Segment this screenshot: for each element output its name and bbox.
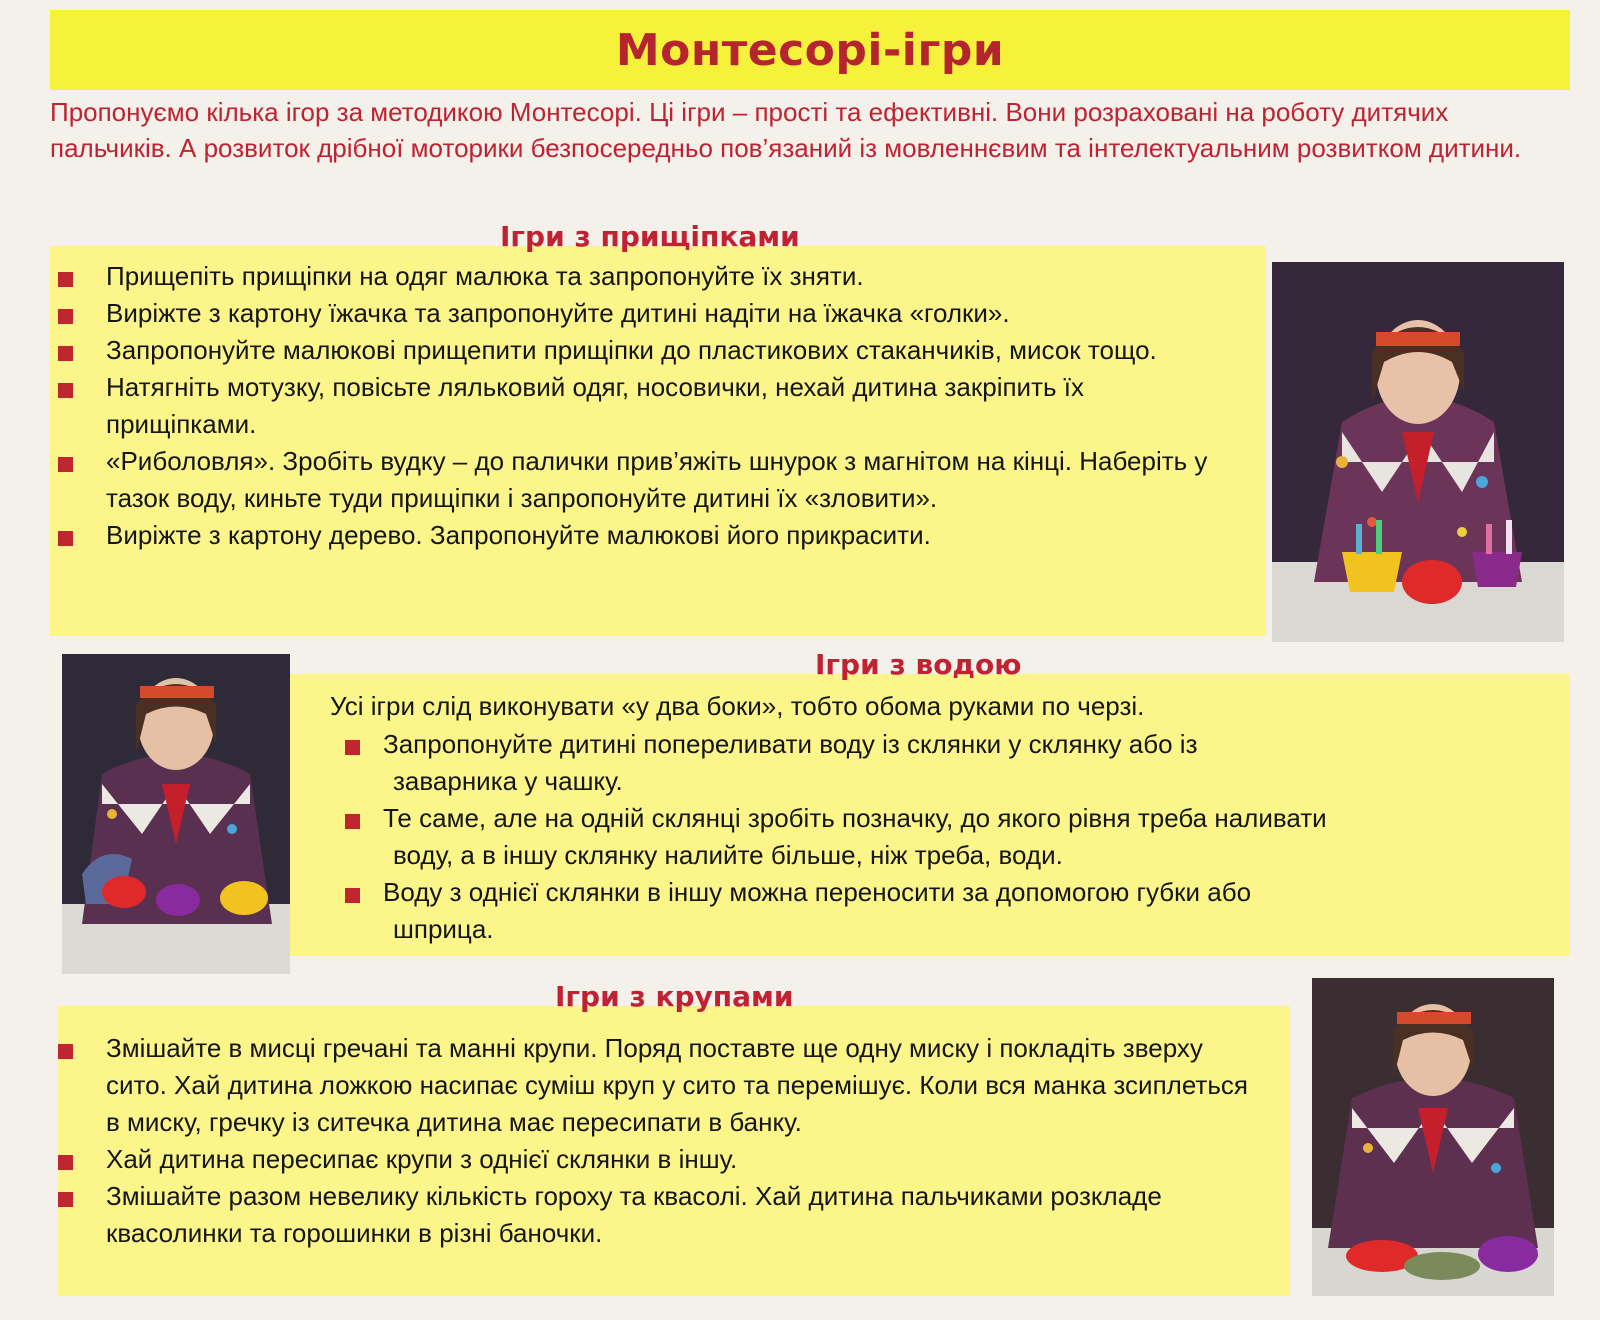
bullet-square-icon: [58, 531, 73, 546]
child-sorting-groats-illustration: [1312, 978, 1554, 1296]
bullet-square-icon: [58, 383, 73, 398]
list-item: Хай дитина пересипає крупи з однієї склянки в іншу.: [58, 1141, 1268, 1178]
bullet-square-icon: [345, 740, 360, 755]
child-pouring-water-illustration: [62, 654, 290, 974]
photo-groats: [1312, 978, 1554, 1296]
intro-paragraph: Пропонуємо кілька ігор за методикою Монтесорі. Ці ігри – прості та ефективні. Вони розраховані на роботу дитячих пальчиків. А розвиток дрібної моторики безпосередньо пов’язаний із мовленнєвим та інтелектуальним розвитком дитини.: [50, 97, 1522, 163]
list-item: Натягніть мотузку, повісьте ляльковий одяг, носовички, нехай дитина закріпить їх прищіпками.: [58, 369, 1238, 443]
list-item: Запропонуйте дитині попереливати воду із склянки у склянку або із заварника у чашку.: [345, 726, 1565, 800]
page-title: Монтесорі-ігри: [615, 24, 1005, 76]
child-with-clothespins-illustration: [1272, 262, 1564, 642]
title-banner: [50, 10, 1570, 90]
water-list: [345, 726, 1565, 948]
water-heading: Ігри з водою: [815, 648, 1022, 681]
bullet-square-icon: [58, 346, 73, 361]
list-item: Те саме, але на одній склянці зробіть позначку, до якого рівня треба наливати воду, а в іншу склянку налийте більше, ніж треба, води.: [345, 800, 1565, 874]
groats-list: [58, 1030, 1268, 1252]
bullet-square-icon: [58, 272, 73, 287]
clothespins-list: [58, 258, 1238, 554]
bullet-square-icon: [58, 309, 73, 324]
list-item: Запропонуйте малюкові прищепити прищіпки до пластикових стаканчиків, мисок тощо.: [58, 332, 1238, 369]
bullet-square-icon: [345, 814, 360, 829]
bullet-square-icon: [58, 457, 73, 472]
bullet-square-icon: [345, 888, 360, 903]
list-item: Воду з однієї склянки в іншу можна переносити за допомогою губки або шприца.: [345, 874, 1565, 948]
bullet-square-icon: [58, 1155, 73, 1170]
water-intro: Усі ігри слід виконувати «у два боки», тобто обома руками по черзі.: [330, 691, 1145, 721]
photo-water: [62, 654, 290, 974]
list-item: Змішайте в мисці гречані та манні крупи. Поряд поставте ще одну миску і покладіть зверху сито. Хай дитина ложкою насипає суміш круп у сито та перемішує. Коли вся манка зсиплеться в миску, гречку із ситечка дитина має пересипати в банку.: [58, 1030, 1268, 1141]
list-item: Виріжте з картону дерево. Запропонуйте малюкові його прикрасити.: [58, 517, 1238, 554]
list-item: Змішайте разом невелику кількість гороху та квасолі. Хай дитина пальчиками розкладе квасолинки та горошинки в різні баночки.: [58, 1178, 1268, 1252]
list-item: Прищепіть прищіпки на одяг малюка та запропонуйте їх зняти.: [58, 258, 1238, 295]
clothespins-heading: Ігри з прищіпками: [500, 220, 800, 253]
list-item: «Риболовля». Зробіть вудку – до палички прив’яжіть шнурок з магнітом на кінці. Наберіть у тазок воду, киньте туди прищіпки і запропонуйте дитині їх «зловити».: [58, 443, 1238, 517]
bullet-square-icon: [58, 1192, 73, 1207]
list-item: Виріжте з картону їжачка та запропонуйте дитині надіти на їжачка «голки».: [58, 295, 1238, 332]
groats-heading: Ігри з крупами: [555, 980, 794, 1013]
photo-clothespins: [1272, 262, 1564, 642]
bullet-square-icon: [58, 1044, 73, 1059]
